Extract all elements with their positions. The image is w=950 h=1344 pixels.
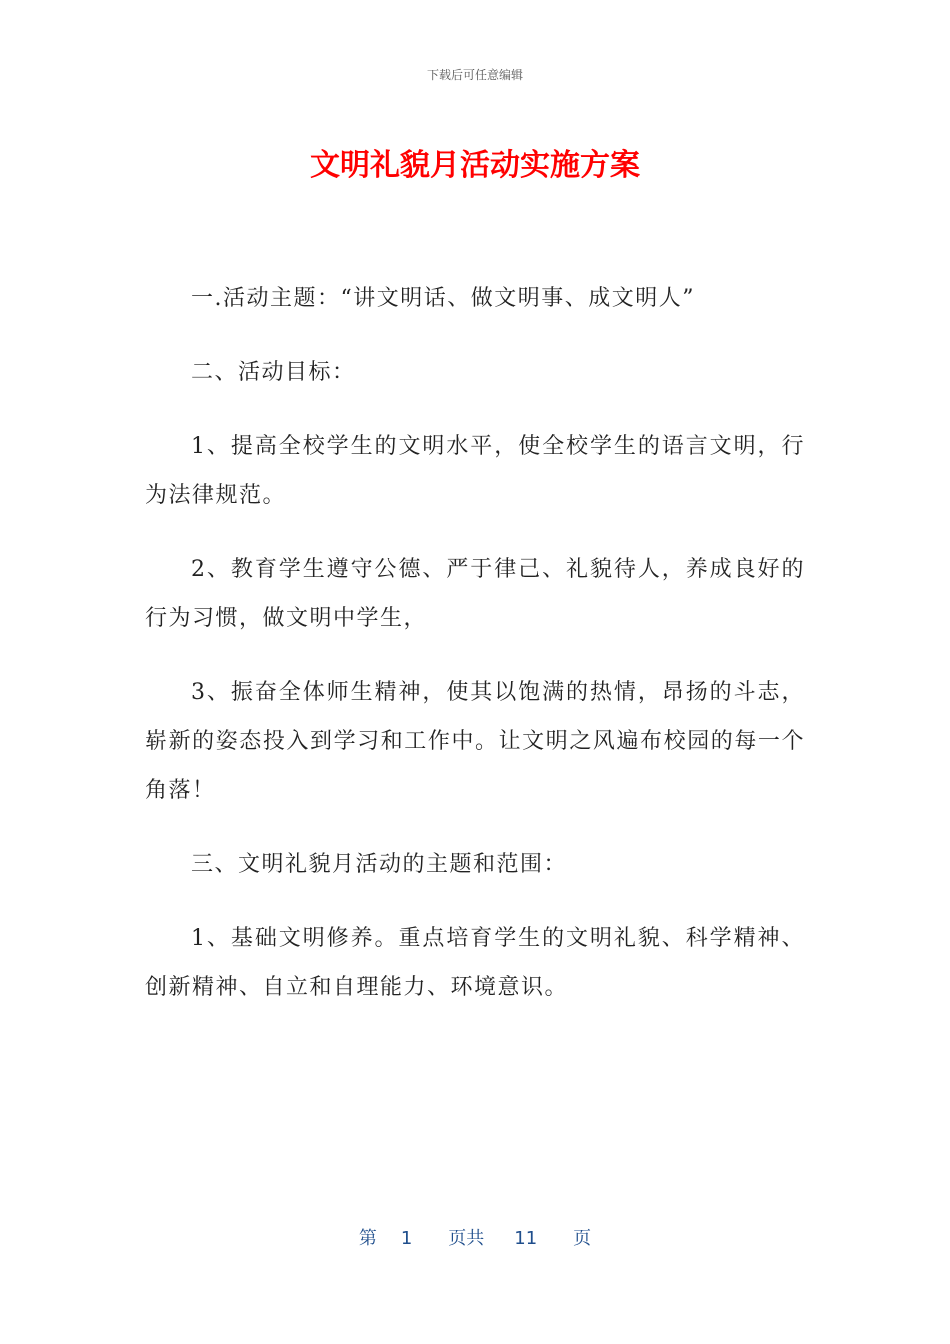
paragraph-scope-1: 1、基础文明修养。重点培育学生的文明礼貌、科学精神、创新精神、自立和自理能力、环境意识。 <box>145 926 805 1000</box>
paragraph-goal-2: 2、教育学生遵守公德、严于律己、礼貌待人，养成良好的行为习惯，做文明中学生， <box>145 557 805 631</box>
page-number: 1 <box>400 1228 413 1249</box>
paragraph-activity-theme: 一.活动主题：“讲文明话、做文明事、成文明人” <box>191 286 695 311</box>
paragraph-goal-1: 1、提高全校学生的文明水平，使全校学生的语言文明，行为法律规范。 <box>145 434 805 508</box>
paragraph-activity-goals-heading: 二、活动目标： <box>191 360 356 385</box>
page-footer <box>0 1224 950 1254</box>
page-total: 11 <box>514 1228 538 1249</box>
page-suffix: 页 <box>573 1228 592 1249</box>
document-title: 文明礼貌月活动实施方案 <box>310 148 640 183</box>
paragraph-scope-heading: 三、文明礼貌月活动的主题和范围： <box>191 852 568 877</box>
header-note: 下载后可任意编辑 <box>426 68 523 82</box>
page-prefix: 第 <box>358 1228 377 1249</box>
paragraph-goal-3: 3、振奋全体师生精神，使其以饱满的热情，昂扬的斗志，崭新的姿态投入到学习和工作中。让文明之风遍布校园的每一个角落！ <box>145 680 805 803</box>
document-body <box>145 274 805 1037</box>
page-middle: 页共 <box>448 1228 485 1249</box>
